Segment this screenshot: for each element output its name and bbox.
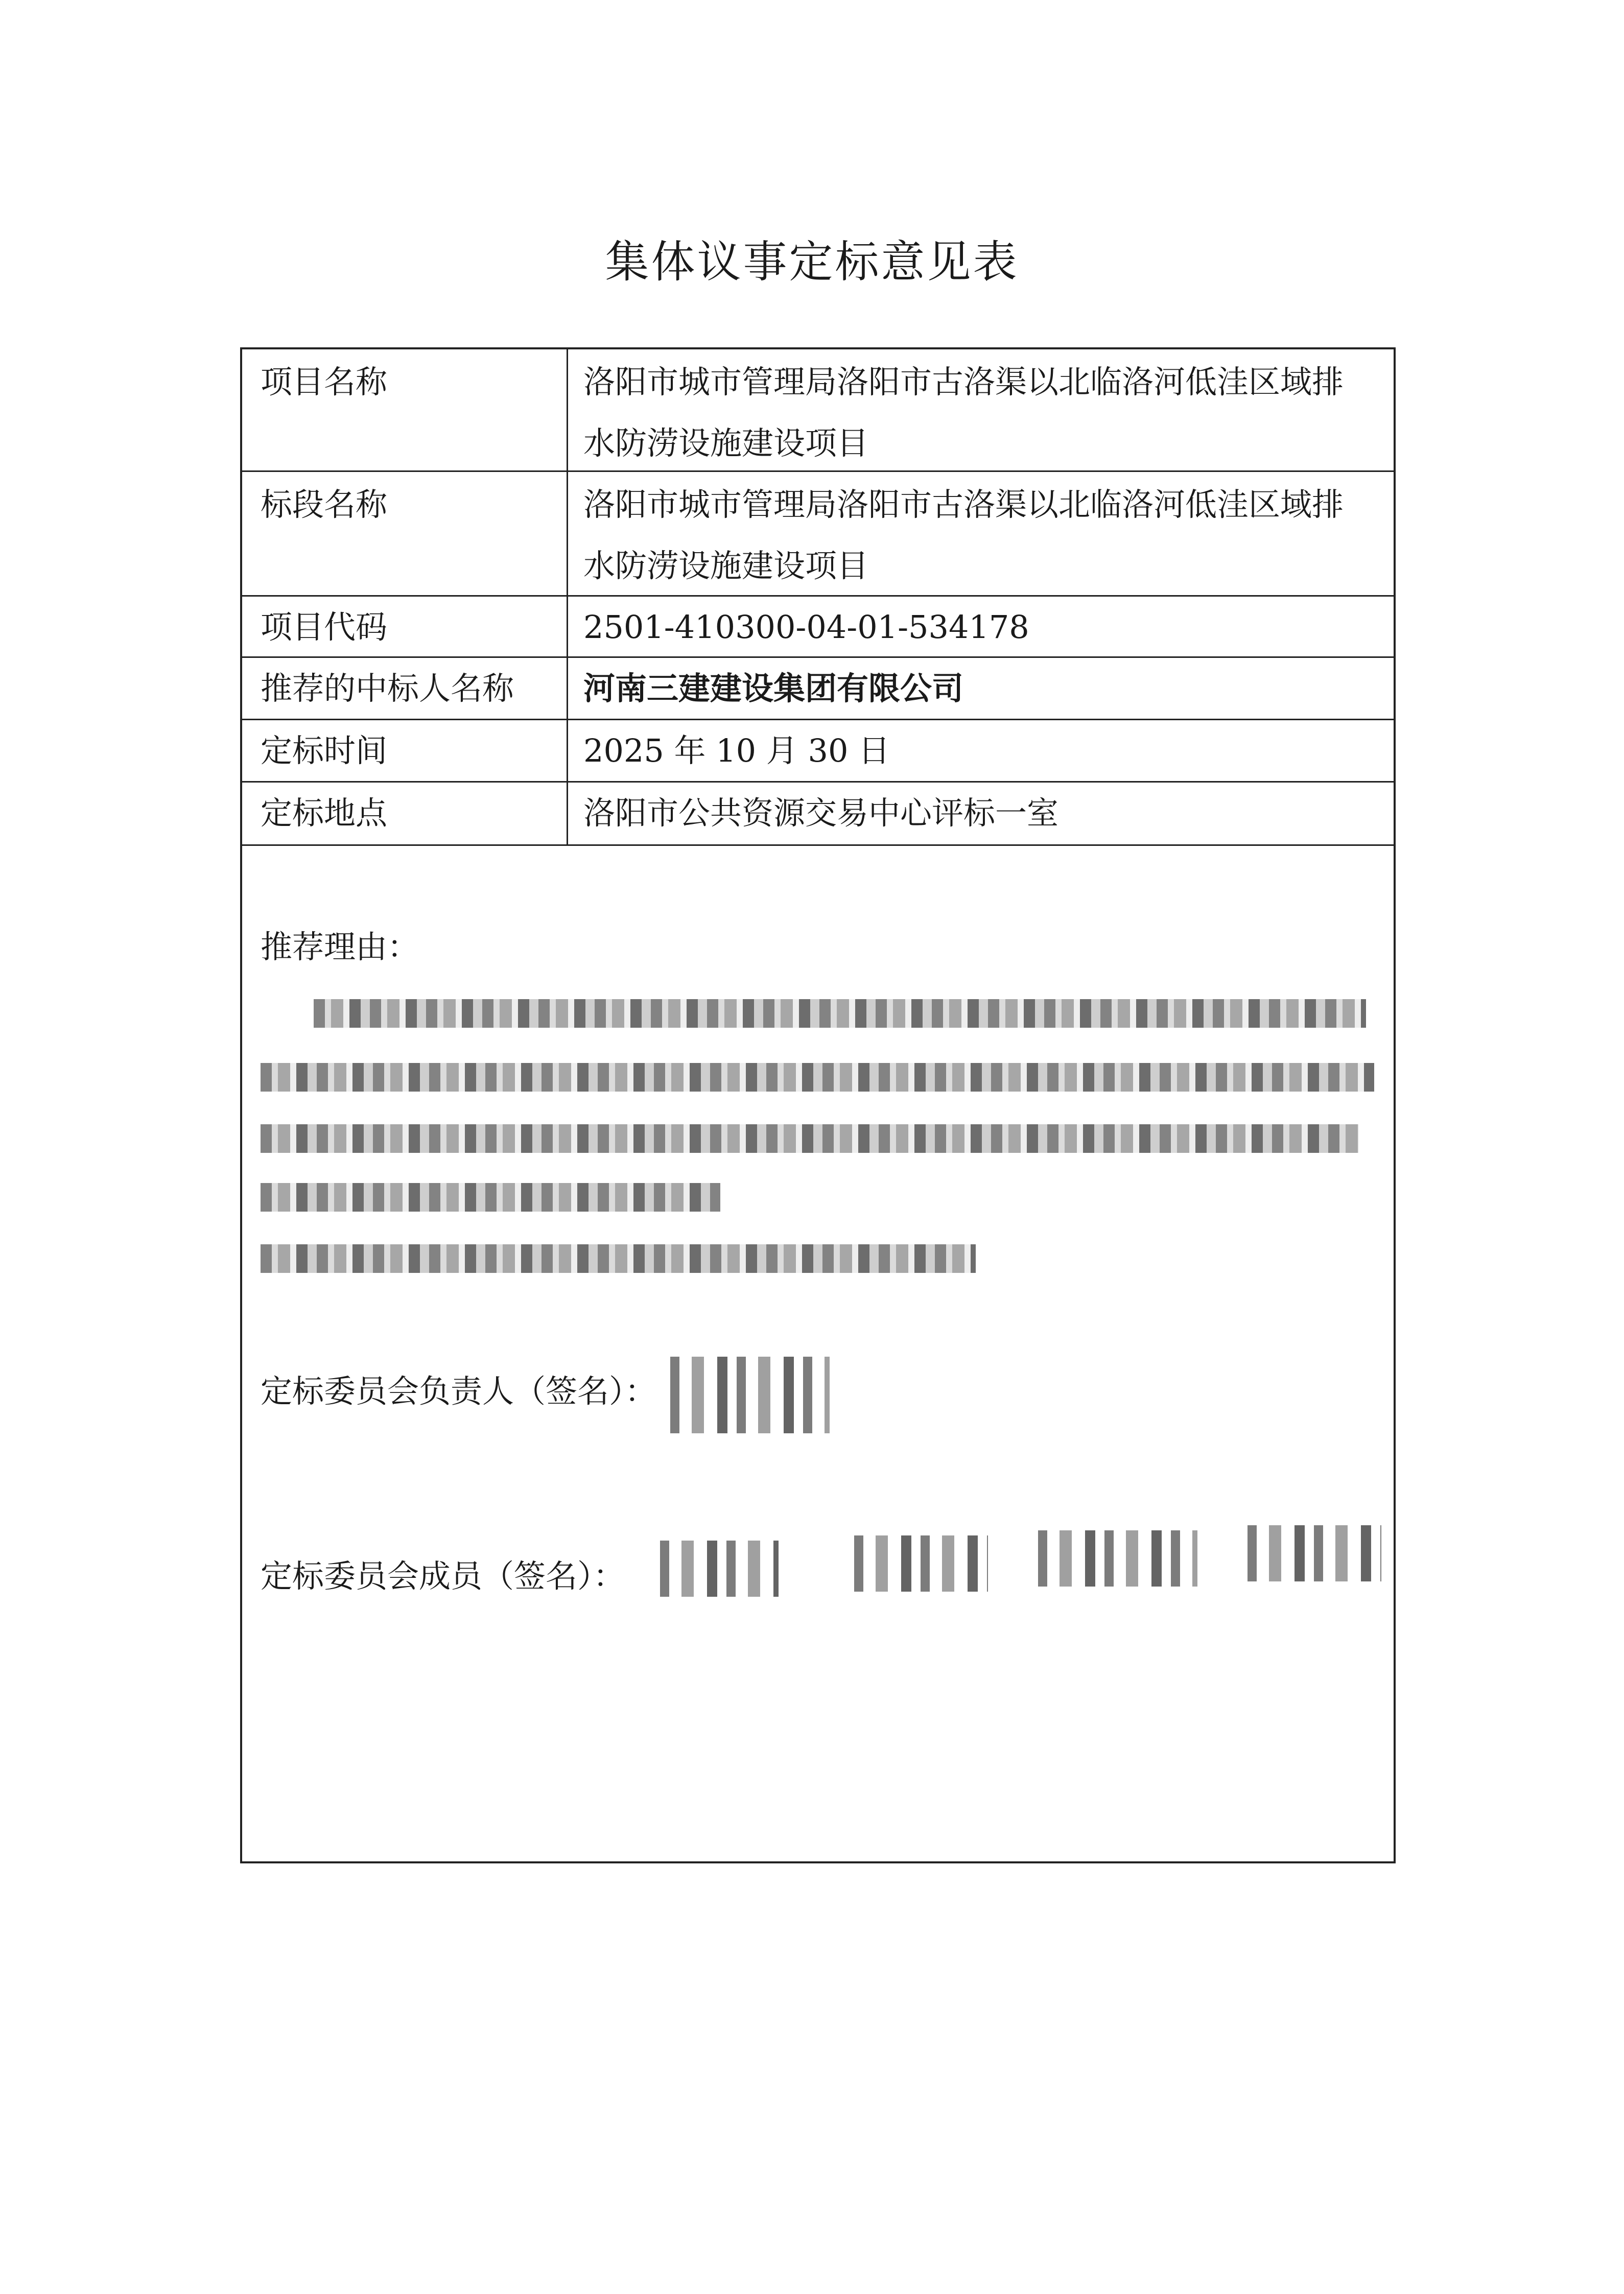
project-code-value: 2501-410300-04-01-534178 — [583, 608, 1029, 646]
project-name-value — [568, 349, 1394, 470]
member-signature — [845, 1535, 988, 1592]
decision-time-value: 2025 年 10 月 30 日 — [583, 732, 890, 769]
redacted-reason-line — [261, 1183, 720, 1212]
project-name-label: 项目名称 — [242, 349, 568, 470]
redacted-reason-line — [261, 1063, 1374, 1092]
bid-decision-form — [240, 347, 1396, 1863]
member-signature — [651, 1541, 779, 1597]
row-decision-location — [242, 783, 1394, 846]
project-name-line2: 水防涝设施建设项目 — [583, 424, 869, 462]
redacted-reason-line — [261, 1244, 976, 1273]
row-project-code — [242, 597, 1394, 658]
row-project-name — [242, 349, 1394, 472]
decision-location-value: 洛阳市公共资源交易中心评标一室 — [583, 794, 1059, 832]
section-name-line2: 水防涝设施建设项目 — [583, 547, 869, 584]
redacted-reason-line — [261, 1124, 1359, 1153]
member-signature — [1238, 1525, 1381, 1581]
row-section-name — [242, 472, 1394, 597]
project-code-label: 项目代码 — [242, 597, 568, 656]
decision-location-label: 定标地点 — [242, 783, 568, 844]
chair-signature — [661, 1357, 830, 1433]
row-decision-time — [242, 720, 1394, 783]
member-signature — [1029, 1530, 1197, 1587]
recommended-bidder-label: 推荐的中标人名称 — [242, 658, 568, 719]
section-name-line1: 洛阳市城市管理局洛阳市古洛渠以北临洛河低洼区域排 — [583, 486, 1344, 523]
reason-label: 推荐理由： — [261, 928, 419, 965]
project-name-line1: 洛阳市城市管理局洛阳市古洛渠以北临洛河低洼区域排 — [583, 363, 1344, 400]
recommended-bidder-value: 河南三建建设集团有限公司 — [583, 670, 964, 707]
redacted-reason-line — [314, 999, 1366, 1028]
section-name-label: 标段名称 — [242, 472, 568, 595]
page-title: 集体议事定标意见表 — [605, 237, 1019, 288]
decision-time-label: 定标时间 — [242, 720, 568, 781]
reason-section — [242, 846, 1394, 1861]
section-name-value — [568, 472, 1394, 595]
members-signature-label: 定标委员会成员（签名）： — [261, 1557, 625, 1595]
chair-signature-label: 定标委员会负责人（签名）： — [261, 1373, 657, 1410]
row-recommended-bidder — [242, 658, 1394, 720]
